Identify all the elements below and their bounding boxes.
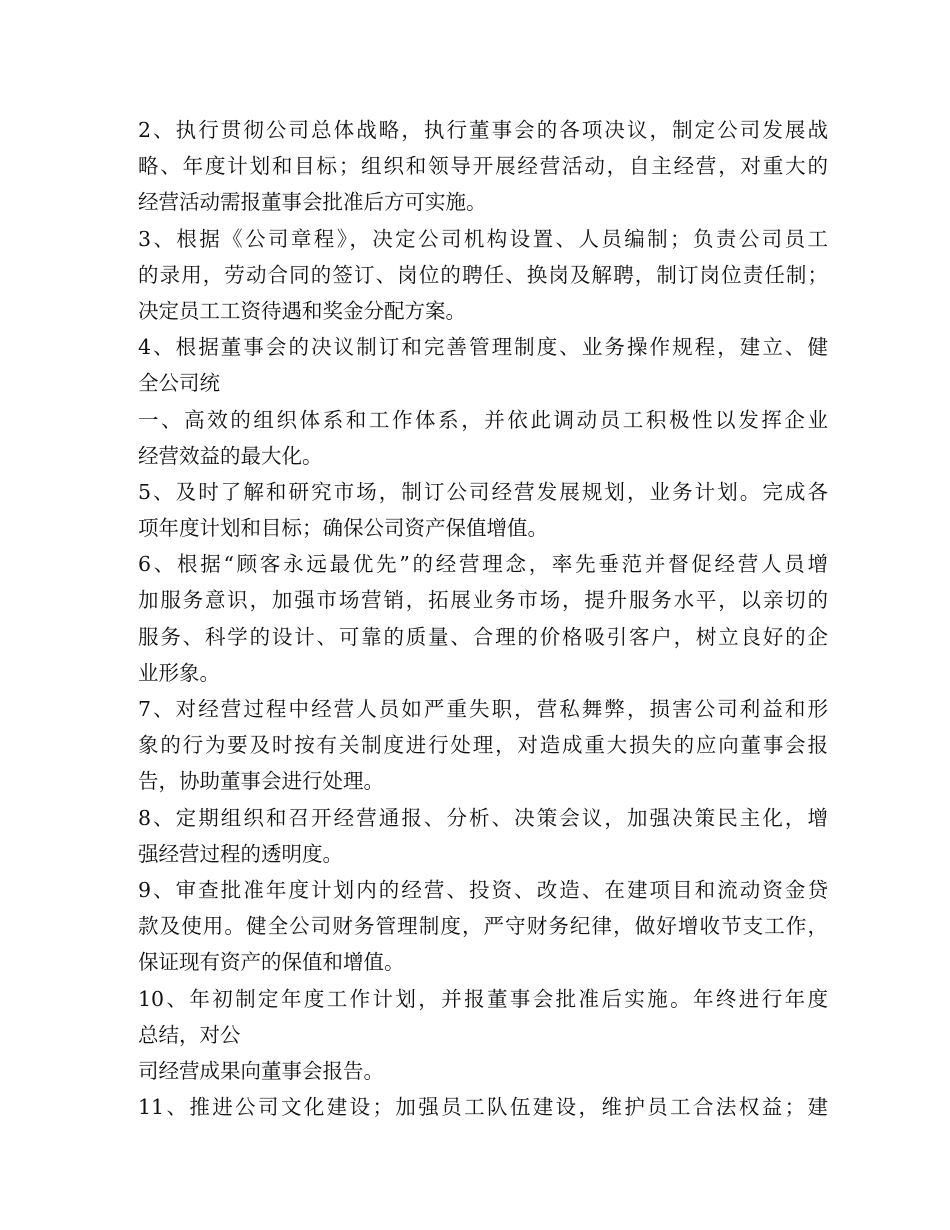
text-line: 6、根据“顾客永远最优先”的经营理念，率先垂范并督促经营人员增 — [138, 552, 828, 577]
text-line: 2、执行贯彻公司总体战略，执行董事会的各项决议，制定公司发展战 — [138, 118, 828, 142]
text-line: 项年度计划和目标；确保公司资产保值增值。 — [138, 516, 548, 541]
text-line: 经营效益的最大化。 — [138, 443, 323, 468]
text-line: 一、高效的组织体系和工作体系，并依此调动员工积极性以发挥企业 — [138, 407, 828, 432]
text-line: 7、对经营过程中经营人员如严重失职，营私舞弊，损害公司利益和形 — [138, 697, 828, 721]
text-line: 决定员工工资待遇和奖金分配方案。 — [138, 298, 466, 323]
text-line: 略、年度计划和目标；组织和领导开展经营活动，自主经营，对重大的 — [138, 154, 828, 179]
text-line: 保证现有资产的保值和增值。 — [138, 950, 405, 975]
text-line: 服务、科学的设计、可靠的质量、合理的价格吸引客户，树立良好的企 — [138, 624, 828, 649]
text-line: 全公司统 — [138, 371, 220, 396]
text-line: 告，协助董事会进行处理。 — [138, 769, 384, 794]
text-line: 象的行为要及时按有关制度进行处理，对造成重大损失的应向董事会报 — [138, 733, 828, 758]
document-body — [138, 112, 828, 1125]
text-line: 5、及时了解和研究市场，制订公司经营发展规划，业务计划。完成各 — [138, 479, 828, 504]
text-line: 加服务意识，加强市场营销，拓展业务市场，提升服务水平，以亲切的 — [138, 588, 828, 613]
text-line: 经营活动需报董事会批准后方可实施。 — [138, 190, 487, 215]
text-line: 强经营过程的透明度。 — [138, 841, 343, 866]
text-line: 3、根据《公司章程》，决定公司机构设置、人员编制；负责公司员工 — [138, 226, 828, 251]
text-line: 9、审查批准年度计划内的经营、投资、改造、在建项目和流动资金贷 — [138, 877, 828, 902]
text-line: 11、推进公司文化建设；加强员工队伍建设，维护员工合法权益；建 — [138, 1095, 828, 1120]
text-line: 司经营成果向董事会报告。 — [138, 1058, 384, 1083]
text-line: 4、根据董事会的决议制订和完善管理制度、业务操作规程，建立、健 — [138, 335, 828, 360]
text-line: 款及使用。健全公司财务管理制度，严守财务纪律，做好增收节支工作， — [138, 914, 828, 939]
text-line: 业形象。 — [138, 660, 220, 685]
text-line: 8、定期组织和召开经营通报、分析、决策会议，加强决策民主化，增 — [138, 805, 828, 830]
text-line: 的录用，劳动合同的签订、岗位的聘任、换岗及解聘，制订岗位责任制； — [138, 262, 828, 287]
text-line: 总结，对公 — [138, 1022, 241, 1047]
text-line: 10、年初制定年度工作计划，并报董事会批准后实施。年终进行年度 — [138, 986, 828, 1011]
